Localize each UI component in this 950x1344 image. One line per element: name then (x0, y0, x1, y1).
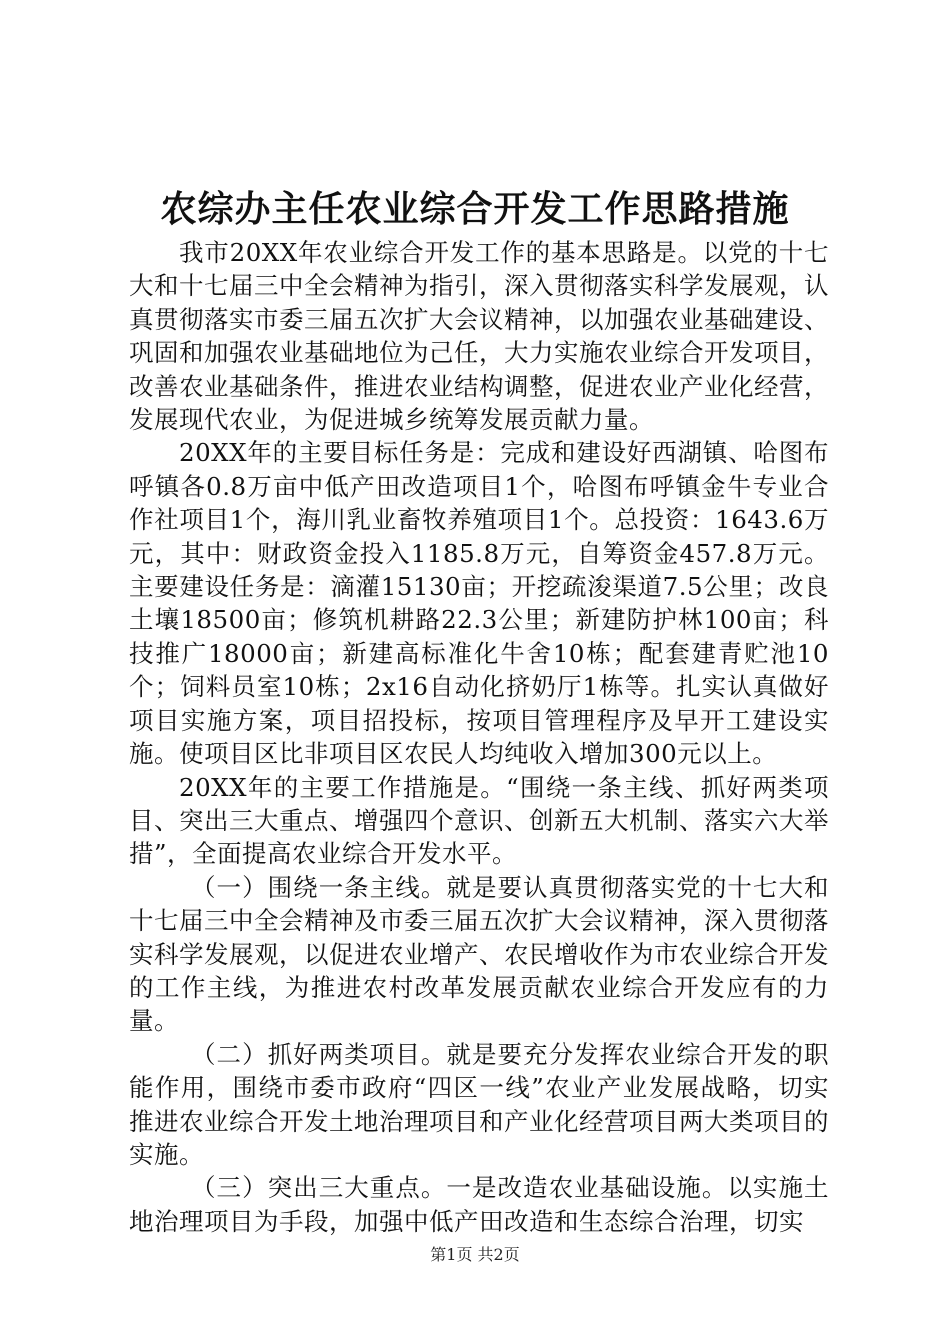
paragraph-section-2: （二）抓好两类项目。就是要充分发挥农业综合开发的职能作用，围绕市委市政府“四区一线”农业产业发展战略，切实推进农业综合开发土地治理项目和产业化经营项目两大类项目的实施。 (129, 1039, 829, 1169)
document-title: 农综办主任农业综合开发工作思路措施 (160, 189, 790, 230)
paragraph-section-1: （一）围绕一条主线。就是要认真贯彻落实党的十七大和十七届三中全会精神及市委三届五次扩大会议精神，深入贯彻落实科学发展观，以促进农业增产、农民增收作为市农业综合开发的工作主线，为推进农村改革发展贡献农业综合开发应有的力量。 (129, 872, 829, 1036)
paragraph-basic-approach: 我市20XX年农业综合开发工作的基本思路是。以党的十七大和十七届三中全会精神为指引，深入贯彻落实科学发展观，认真贯彻落实市委三届五次扩大会议精神，以加强农业基础建设、巩固和加强农业基础地位为己任，大力实施农业综合开发项目，改善农业基础条件，推进农业结构调整，促进农业产业化经营，发展现代农业，为促进城乡统筹发展贡献力量。 (129, 238, 829, 435)
paragraph-main-targets: 20XX年的主要目标任务是：完成和建设好西湖镇、哈图布呼镇各0.8万亩中低产田改造项目1个，哈图布呼镇金牛专业合作社项目1个，海川乳业畜牧养殖项目1个。总投资：1643.6万元，其中：财政资金投入1185.8万元，自筹资金457.8万元。主要建设任务是：滴灌15130亩；开挖疏浚渠道7.5公里；改良土壤18500亩；修筑机耕路22.3公里；新建防护林100亩；科技推广18000亩；新建高标准化牛舍10栋；配套建青贮池10个；饲料员室10栋；2x16自动化挤奶厅1栋等。扎实认真做好项目实施方案，项目招投标，按项目管理程序及早开工建设实施。使项目区比非项目区农民人均纯收入增加300元以上。 (129, 438, 829, 769)
document-body (129, 236, 829, 1238)
page-number-footer: 第1页 共2页 (430, 1245, 520, 1264)
paragraph-main-measures: 20XX年的主要工作措施是。“围绕一条主线、抓好两类项目、突出三大重点、增强四个意识、创新五大机制、落实六大举措”，全面提高农业综合开发水平。 (129, 772, 829, 869)
paragraph-section-3: （三）突出三大重点。一是改造农业基础设施。以实施土地治理项目为手段，加强中低产田改造和生态综合治理，切实 (129, 1173, 829, 1236)
